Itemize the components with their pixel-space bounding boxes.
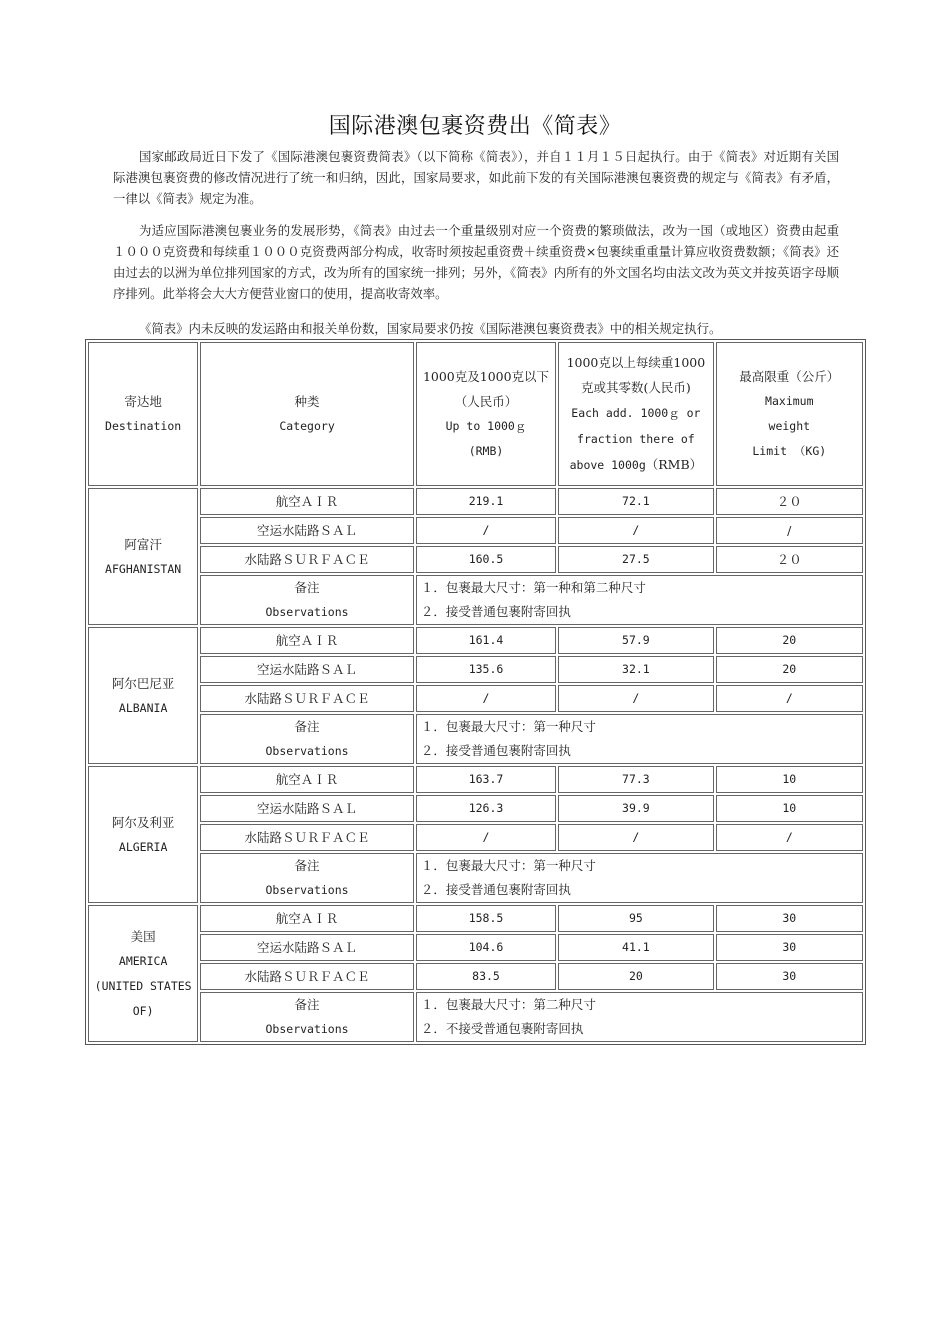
paragraph-intro: 国家邮政局近日下发了《国际港澳包裹资费简表》（以下简称《简表》），并自１１月１５日起执行。由于《简表》对近期有关国际港澳包裹资费的修改情况进行了统一和归纳，因此，国家局要求，如此前下发的有关国际港澳包裹资费的规定与《简表》有矛盾，一律以《简表》规定为准。 bbox=[113, 149, 839, 206]
observations-notes bbox=[416, 575, 863, 625]
first-weight-cell: / bbox=[416, 517, 556, 544]
country-name-en: AMERICA bbox=[118, 953, 168, 968]
observations-notes bbox=[416, 714, 863, 764]
max-weight-cell: 10 bbox=[716, 795, 863, 822]
additional-weight-cell: 95 bbox=[558, 905, 713, 932]
header-additional-en bbox=[561, 400, 710, 478]
first-weight-cell: 163.7 bbox=[416, 766, 556, 793]
category-cell: 水陆路ＳＵＲＦＡＣＥ bbox=[200, 685, 414, 712]
header-max-weight bbox=[716, 342, 863, 486]
max-weight-cell: 30 bbox=[716, 963, 863, 990]
header-category bbox=[200, 342, 414, 486]
observations-row bbox=[88, 714, 863, 764]
observations-label-cn: 备注 bbox=[294, 580, 320, 595]
observations-label-cn: 备注 bbox=[294, 997, 320, 1012]
additional-weight-cell: / bbox=[558, 824, 713, 851]
table-row bbox=[88, 766, 863, 793]
table-row bbox=[88, 824, 863, 851]
additional-weight-cell: 57.9 bbox=[558, 627, 713, 654]
note-line: ２．不接受普通包裹附寄回执 bbox=[420, 1021, 584, 1036]
country-name-en: ALBANIA bbox=[118, 700, 168, 715]
max-weight-cell: / bbox=[716, 685, 863, 712]
table-row bbox=[88, 795, 863, 822]
observations-row bbox=[88, 853, 863, 903]
header-destination-cn: 寄达地 bbox=[124, 394, 162, 409]
category-cell: 水陆路ＳＵＲＦＡＣＥ bbox=[200, 963, 414, 990]
observations-label-en: Observations bbox=[265, 605, 349, 619]
observations-row bbox=[88, 992, 863, 1042]
additional-weight-cell: / bbox=[558, 517, 713, 544]
table-row bbox=[88, 517, 863, 544]
first-weight-cell: 158.5 bbox=[416, 905, 556, 932]
paragraph-format: 为适应国际港澳包裹业务的发展形势，《简表》由过去一个重量级别对应一个资费的繁琐做法，改为一国（或地区）资费由起重１０００克资费和每续重１０００克资费两部分构成，收寄时须按起重资费＋续重资费×包裹续重重量计算应收资费数额；《简表》还由过去的以洲为单位排列国家的方式，改为所有的国家统一排列；另外，《简表》内所有的外文国名均由法文改为英文并按英语字母顺序排列。此举将会大大方便营业窗口的使用，提高收寄效率。 bbox=[113, 223, 839, 301]
note-line: １．包裹最大尺寸：第一种尺寸 bbox=[420, 719, 596, 734]
max-weight-cell: / bbox=[716, 517, 863, 544]
observations-notes bbox=[416, 992, 863, 1042]
max-weight-cell: ２０ bbox=[716, 546, 863, 573]
first-weight-cell: 161.4 bbox=[416, 627, 556, 654]
header-first-unit: (RMB) bbox=[468, 444, 504, 458]
note-line: ２．接受普通包裹附寄回执 bbox=[420, 604, 571, 619]
observations-label-cn: 备注 bbox=[294, 858, 320, 873]
observations-label bbox=[200, 992, 414, 1042]
max-weight-cell: 10 bbox=[716, 766, 863, 793]
additional-weight-cell: / bbox=[558, 685, 713, 712]
country-cell bbox=[88, 766, 198, 903]
header-max-en3: Limit （KG) bbox=[752, 444, 827, 458]
additional-weight-cell: 27.5 bbox=[558, 546, 713, 573]
header-first-weight bbox=[416, 342, 556, 486]
observations-label bbox=[200, 575, 414, 625]
country-name-en: AFGHANISTAN bbox=[105, 561, 182, 576]
fee-table bbox=[85, 339, 866, 1045]
observations-notes bbox=[416, 853, 863, 903]
category-cell: 航空ＡＩＲ bbox=[200, 905, 414, 932]
note-line: ２．接受普通包裹附寄回执 bbox=[420, 743, 571, 758]
observations-label bbox=[200, 714, 414, 764]
additional-weight-cell: 20 bbox=[558, 963, 713, 990]
country-name-cn: 阿尔及利亚 bbox=[111, 814, 175, 830]
header-additional-unit: （RMB） bbox=[645, 457, 703, 472]
note-line: １．包裹最大尺寸：第二种尺寸 bbox=[420, 997, 596, 1012]
header-additional-weight bbox=[558, 342, 713, 486]
first-weight-cell: 219.1 bbox=[416, 488, 556, 515]
country-name-en: ALGERIA bbox=[118, 839, 168, 854]
first-weight-cell: 83.5 bbox=[416, 963, 556, 990]
table-row bbox=[88, 627, 863, 654]
max-weight-cell: 20 bbox=[716, 627, 863, 654]
category-cell: 空运水陆路ＳＡＬ bbox=[200, 795, 414, 822]
header-additional-cn: 1000克以上每续重1000克或其零数(人民币) bbox=[566, 355, 706, 395]
country-cell bbox=[88, 905, 198, 1042]
note-line: １．包裹最大尺寸：第一种和第二种尺寸 bbox=[420, 580, 646, 595]
note-line: １．包裹最大尺寸：第一种尺寸 bbox=[420, 858, 596, 873]
table-header-row bbox=[88, 342, 863, 486]
max-weight-cell: ２０ bbox=[716, 488, 863, 515]
additional-weight-cell: 39.9 bbox=[558, 795, 713, 822]
category-cell: 空运水陆路ＳＡＬ bbox=[200, 517, 414, 544]
country-name-cn: 阿尔巴尼亚 bbox=[111, 675, 175, 691]
table-row bbox=[88, 656, 863, 683]
first-weight-cell: 160.5 bbox=[416, 546, 556, 573]
table-row bbox=[88, 934, 863, 961]
observations-label bbox=[200, 853, 414, 903]
category-cell: 水陆路ＳＵＲＦＡＣＥ bbox=[200, 824, 414, 851]
first-weight-cell: / bbox=[416, 685, 556, 712]
category-cell: 航空ＡＩＲ bbox=[200, 488, 414, 515]
first-weight-cell: 126.3 bbox=[416, 795, 556, 822]
table-row bbox=[88, 488, 863, 515]
country-name-cn: 美国 bbox=[130, 928, 156, 944]
country-name-cn: 阿富汗 bbox=[124, 536, 162, 552]
observations-label-en: Observations bbox=[265, 1022, 349, 1036]
header-max-en1: Maximum bbox=[765, 394, 814, 408]
max-weight-cell: 20 bbox=[716, 656, 863, 683]
country-name-en-2: (UNITED STATES OF) bbox=[94, 978, 192, 1018]
additional-weight-cell: 77.3 bbox=[558, 766, 713, 793]
table-row bbox=[88, 546, 863, 573]
observations-row bbox=[88, 575, 863, 625]
table-row bbox=[88, 905, 863, 932]
paragraph-routing: 《简表》内未反映的发运路由和报关单份数，国家局要求仍按《国际港澳包裹资费表》中的相关规定执行。 bbox=[139, 321, 722, 336]
max-weight-cell: 30 bbox=[716, 934, 863, 961]
additional-weight-cell: 32.1 bbox=[558, 656, 713, 683]
max-weight-cell: 30 bbox=[716, 905, 863, 932]
header-additional-en-text: Each add. 1000ｇ or fraction there of above 1000g bbox=[569, 406, 701, 472]
header-first-cn: 1000克及1000克以下（人民币） bbox=[422, 369, 550, 409]
header-max-cn: 最高限重（公斤） bbox=[739, 369, 840, 384]
header-category-en: Category bbox=[279, 419, 335, 433]
note-line: ２．接受普通包裹附寄回执 bbox=[420, 882, 571, 897]
header-destination-en: Destination bbox=[105, 419, 182, 433]
table-row bbox=[88, 963, 863, 990]
additional-weight-cell: 41.1 bbox=[558, 934, 713, 961]
first-weight-cell: 104.6 bbox=[416, 934, 556, 961]
first-weight-cell: / bbox=[416, 824, 556, 851]
category-cell: 空运水陆路ＳＡＬ bbox=[200, 656, 414, 683]
additional-weight-cell: 72.1 bbox=[558, 488, 713, 515]
observations-label-cn: 备注 bbox=[294, 719, 320, 734]
country-cell bbox=[88, 627, 198, 764]
country-cell bbox=[88, 488, 198, 625]
header-category-cn: 种类 bbox=[294, 394, 320, 409]
category-cell: 航空ＡＩＲ bbox=[200, 627, 414, 654]
max-weight-cell: / bbox=[716, 824, 863, 851]
observations-label-en: Observations bbox=[265, 744, 349, 758]
table-row bbox=[88, 685, 863, 712]
header-max-en2: weight bbox=[768, 419, 811, 433]
category-cell: 航空ＡＩＲ bbox=[200, 766, 414, 793]
first-weight-cell: 135.6 bbox=[416, 656, 556, 683]
category-cell: 水陆路ＳＵＲＦＡＣＥ bbox=[200, 546, 414, 573]
header-first-en: Up to 1000ｇ bbox=[445, 419, 527, 433]
header-destination bbox=[88, 342, 198, 486]
page-title: 国际港澳包裹资费出《简表》 bbox=[328, 113, 622, 139]
category-cell: 空运水陆路ＳＡＬ bbox=[200, 934, 414, 961]
observations-label-en: Observations bbox=[265, 883, 349, 897]
